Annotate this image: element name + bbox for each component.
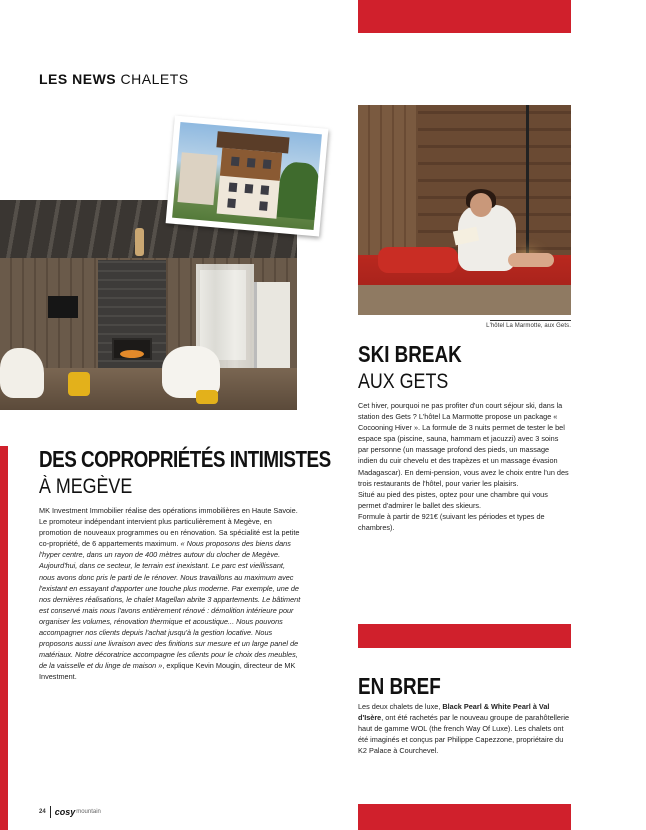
magazine-logo: cosy	[54, 807, 76, 817]
chalet-interior-photo	[0, 200, 297, 410]
caption-rule	[490, 320, 571, 321]
article-right-body	[358, 400, 570, 533]
article-right-title: SKI BREAK	[358, 341, 462, 367]
article-left-title: DES COPROPRIÉTÉS INTIMISTES	[39, 446, 331, 472]
footer-separator	[50, 806, 51, 818]
header-light: CHALETS	[120, 71, 189, 87]
page-number: 24	[39, 809, 46, 815]
brief-body: Les deux chalets de luxe, Black Pearl & White Pearl à Val d'Isère, ont été rachetés par le nouveau groupe de parahôtellerie haut de gamme WOL (the french Way Of Luxe). Les chalets ont été imaginés et conçus par Philippe Capezzone, propriétaire du K2 Palace à Courchevel.	[358, 702, 570, 756]
red-accent-middle	[358, 624, 571, 648]
article-right-paragraph: Cet hiver, pourquoi ne pas profiter d'un court séjour ski, dans la station des Gets ? L'hôtel La Marmotte propose un package « Cocooning Hiver ». La formule de 3 nuits permet de tester le bel espace spa (piscine, sauna, hammam et jacuzzi) avec 3 soins par personne (un massage profond des pieds, un massage indien du cuir chevelu et des trapèzes et un massage évasion Madagascar). En demi-pension, vous avez le choix entre l'un des trois restaurants de l'hôtel, pour varier les plaisirs.	[358, 401, 569, 488]
red-accent-bottom	[358, 804, 571, 830]
article-left-body	[39, 505, 301, 683]
article-right-paragraph: Situé au pied des pistes, optez pour une chambre qui vous permet d'admirer le ballet des skieurs.	[358, 489, 548, 510]
header-bold: LES NEWS	[39, 71, 117, 87]
section-header	[39, 71, 189, 87]
red-accent-top	[358, 0, 571, 33]
article-right-paragraph: Formule à partir de 921€ (suivant les périodes et types de chambres).	[358, 511, 545, 533]
article-right-subtitle: AUX GETS	[358, 370, 449, 393]
magazine-logo-sub: mountain	[76, 809, 101, 815]
red-side-bar	[0, 446, 8, 830]
article-left-subtitle: À MEGÈVE	[39, 475, 133, 498]
photo-caption: L'hôtel La Marmotte, aux Gets.	[486, 323, 571, 329]
page-footer	[39, 806, 101, 818]
chalet-exterior-photo	[166, 115, 329, 236]
hotel-marmotte-photo	[358, 105, 571, 315]
brief-title: EN BREF	[358, 673, 441, 699]
article-left-paragraph: MK Investment Immobilier réalise des opérations immobilières en Haute Savoie. Le promoteur indépendant intervient plus particulièrement à Megève, en promotion de nouveaux programmes ou en rénovation. Sa spécialité est la petite co-propriété, de 6 appartements maximum. « Nous proposons des biens dans l'hyper centre, dans un rayon de 400 mètres autour du clocher de Megève. Aujourd'hui, dans ce secteur, le terrain est inexistant. Le parc est vieillissant, nous avons donc pris le parti de le rénover. Nous travaillons au maximum avec l'existant en essayant d'apporter une touche plus moderne. Par exemple, une de nos dernières réalisations, le chalet Magellan abrite 3 appartements. Le bâtiment est conservé mais nous l'avons entièrement rénové : démolition intérieure pour organiser les volumes, rénovation thermique et acoustique... Nous pouvons accompagner nos clients depuis l'achat jusqu'à la gestion locative. Nous proposons aussi une livraison avec des finitions sur mesure et un large panel de matériaux. Notre décoratrice accompagne les clients pour le choix des meubles, de la vaisselle et du linge de maison », explique Kevin Mougin, directeur de MK Investment.	[39, 506, 301, 682]
